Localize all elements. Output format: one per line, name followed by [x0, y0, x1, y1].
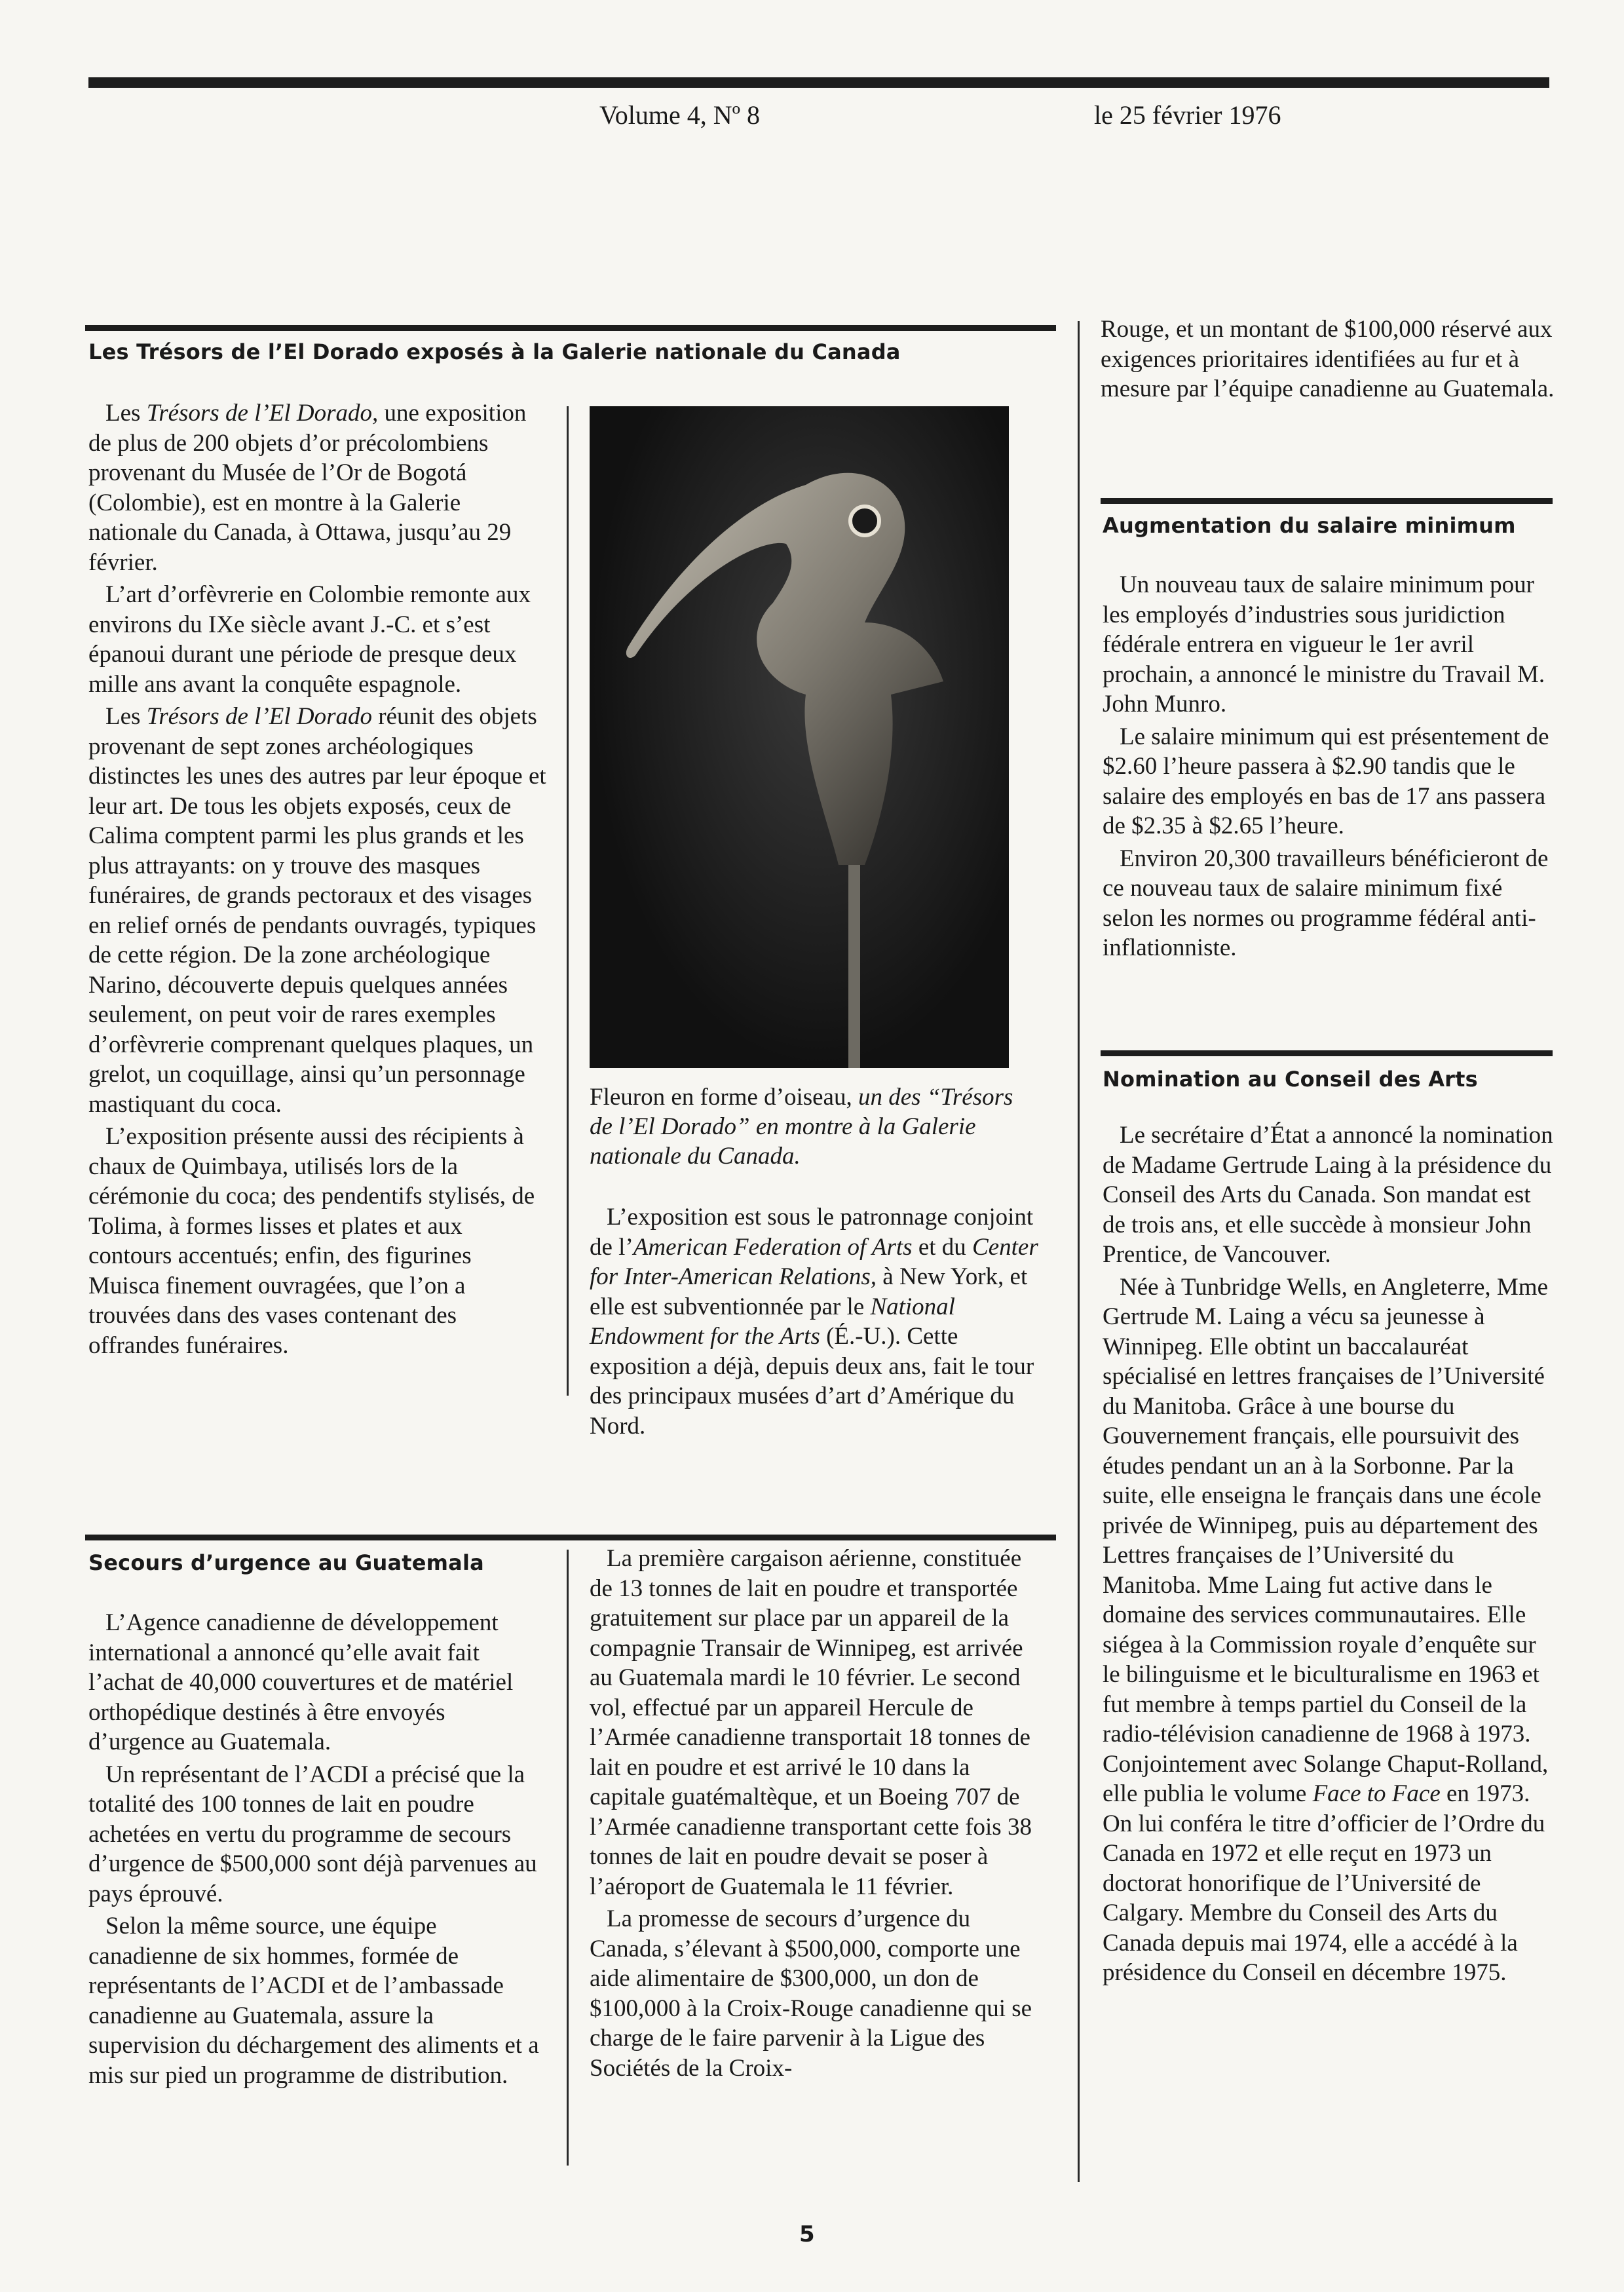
column-divider-3 — [1078, 321, 1080, 2182]
eldorado-p1: Les Trésors de l’El Dorado, une exposition de plus de 200 objets d’or précolombiens provenant du Musée de l’Or de Bogotá (Colombie), est en montre à la Galerie nationale du Canada, à Ottawa, jusqu’au 29 février. — [88, 400, 527, 576]
guatemala-p4: La première cargaison aérienne, constituée de 13 tonnes de lait en poudre et transportée gratuitement sur place par un appareil de la compagnie Transair de Winnipeg, est arrivée au Guatemala mardi le 10 février. Le second vol, effectué par un appareil Hercule de l’Armée canadienne transportait 18 tonnes de lait en poudre et est arrivé le 10 dans la capitale guatémaltèque, et un Boeing 707 de l’Armée canadienne transportant cette fois 38 tonnes de lait en poudre devait se poser à l’aéroport de Guatemala le 11 février. — [590, 1545, 1032, 1900]
conseil-rule — [1101, 1050, 1553, 1056]
salaire-rule — [1101, 498, 1553, 504]
column-divider-2 — [567, 1550, 569, 2166]
salaire-p1: Un nouveau taux de salaire minimum pour les employés d’industries sous juridiction fédérale entrera en vigueur le 1er avril prochain, a annoncé le ministre du Travail M. John Munro. — [1103, 571, 1545, 717]
masthead-rule — [88, 77, 1549, 88]
bird-ornament-image — [590, 406, 1009, 1068]
conseil-p1: Le secrétaire d’État a annoncé la nomination de Madame Gertrude Laing à la présidence du Conseil des Arts du Canada. Son mandat est de trois ans, et elle succède à monsieur John Prentice, de Vancouver. — [1103, 1122, 1553, 1268]
salaire-title: Augmentation du salaire minimum — [1103, 513, 1516, 538]
eldorado-p3: Les Trésors de l’El Dorado réunit des objets provenant de sept zones archéologiques distinctes les unes des autres par leur époque et leur art. De tous les objets exposés, ceux de Calima comptent parmi les plus grands et les plus attrayants: on y trouve des masques funéraires, de grands pectoraux et des visages en relief ornés de pendants ouvragés, typiques de cette région. De la zone archéologique Narino, découverte depuis quelques années seulement, on peut voir de rares exemples d’orfèvrerie comprenant quelques plaques, un grelot, un coquillage, ainsi qu’un personnage mastiquant du coca. — [88, 703, 546, 1118]
conseil-p2: Née à Tunbridge Wells, en Angleterre, Mme Gertrude M. Laing a vécu sa jeunesse à Winnipeg. Elle obtint un baccalauréat spécialisé en lettres françaises de l’Université du Manitoba. Grâce à une bourse du Gouvernement français, elle poursuivit des études pendant un an à la Sorbonne. Par la suite, elle enseigna le français dans une école privée de Winnipeg, puis au département des Lettres françaises de l’Université du Manitoba. Mme Laing fut active dans le domaine des services communautaires. Elle siégea à la Commission royale d’enquête sur le bilinguisme et le biculturalisme en 1963 et fut membre à temps partiel du Conseil de la radio-télévision canadienne de 1968 à 1973. Conjointement avec Solange Chaput-Rolland, elle publia le volume Face to Face en 1973. On lui conféra le titre d’officier de l’Ordre du Canada en 1972 et elle reçut en 1973 un doctorat honorifique de l’Université de Calgary. Membre du Conseil des Arts du Canada depuis mai 1974, elle a accédé à la présidence du Conseil en décembre 1975. — [1103, 1273, 1549, 1986]
bird-ornament-photo — [590, 406, 1009, 1068]
guatemala-p3: Selon la même source, une équipe canadienne de six hommes, formée de représentants de l’ACDI et de l’ambassade canadienne au Guatemala, assure la supervision du déchargement des aliments et a mis sur pied un programme de distribution. — [88, 1913, 539, 2089]
column-divider — [567, 406, 569, 1396]
salaire-body — [1103, 570, 1555, 966]
conseil-title: Nomination au Conseil des Arts — [1103, 1067, 1478, 1092]
eldorado-p4: L’exposition présente aussi des récipients à chaux de Quimbaya, utilisés lors de la cérémonie du coca; des pendentifs stylisés, de Tolima, à formes lisses et plates et aux contours accentués; enfin, des figurines Muisca finement ouvragées, que l’on a trouvées dans des vases contenant des offrandes funéraires. — [88, 1123, 535, 1359]
eldorado-rule — [85, 325, 1056, 331]
guatemala-p2: Un représentant de l’ACDI a précisé que la totalité des 100 tonnes de lait en poudre achetées en vertu du programme de secours d’urgence de $500,000 sont déjà parvenues au pays éprouvé. — [88, 1761, 537, 1907]
guatemala-p1: L’Agence canadienne de développement international a annoncé qu’elle avait fait l’achat de 40,000 couvertures et de matériel orthopédique destinés à être envoyés d’urgence au Guatemala. — [88, 1609, 514, 1755]
guatemala-body-col3 — [1101, 315, 1559, 407]
guatemala-p5: La promesse de secours d’urgence du Canada, s’élevant à $500,000, comporte une aide alimentaire de $300,000, un don de $100,000 à la Croix-Rouge canadienne qui se charge de le faire parvenir à la Ligue des Sociétés de la Croix- — [590, 1905, 1032, 2082]
photo-caption: Fleuron en forme d’oiseau, un des “Trésors de l’El Dorado” en montre à la Galerie nationale du Canada. — [590, 1084, 1013, 1170]
eldorado-title: Les Trésors de l’El Dorado exposés à la Galerie nationale du Canada — [88, 339, 901, 364]
guatemala-title: Secours d’urgence au Guatemala — [88, 1550, 484, 1575]
guatemala-rule — [85, 1535, 1056, 1540]
eldorado-body-col1 — [88, 398, 547, 1363]
guatemala-p6: Rouge, et un montant de $100,000 réservé aux exigences prioritaires identifiées au fur et à mesure par l’équipe canadienne au Guatemala. — [1101, 316, 1555, 402]
volume-number: Volume 4, Nº 8 — [599, 100, 760, 130]
guatemala-body-col2 — [590, 1544, 1048, 2086]
conseil-body — [1103, 1120, 1555, 1991]
guatemala-body-col1 — [88, 1608, 547, 2093]
issue-date: le 25 février 1976 — [1094, 100, 1281, 130]
eldorado-p5: L’exposition est sous le patronnage conjoint de l’American Federation of Arts et du Center for Inter-American Relations, à New York, et elle est subventionnée par le National Endowment for the Arts (É.-U.). Cette exposition a déjà, depuis deux ans, fait le tour des principaux musées d’art d’Amérique du Nord. — [590, 1204, 1038, 1440]
eldorado-body-col2 — [590, 1202, 1048, 1443]
eldorado-p2: L’art d’orfèvrerie en Colombie remonte aux environs du IXe siècle avant J.-C. et s’est épanoui durant une période de presque deux mille ans avant la conquête espagnole. — [88, 581, 531, 698]
salaire-p3: Environ 20,300 travailleurs bénéficieront de ce nouveau taux de salaire minimum fixé selon les normes ou programme fédéral anti-inflationniste. — [1103, 845, 1549, 961]
salaire-p2: Le salaire minimum qui est présentement de $2.60 l’heure passera à $2.90 tandis que le salaire des employés en bas de 17 ans passera de $2.35 à $2.65 l’heure. — [1103, 723, 1549, 839]
page-number: 5 — [799, 2221, 815, 2247]
